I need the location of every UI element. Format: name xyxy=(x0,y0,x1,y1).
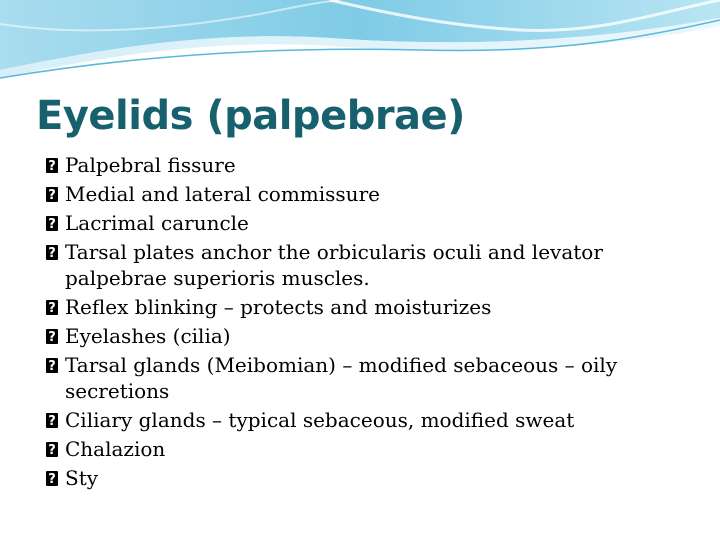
list-item xyxy=(46,323,686,349)
replacement-character-icon xyxy=(46,245,58,260)
list-item xyxy=(46,465,686,491)
replacement-character-icon xyxy=(46,216,58,231)
list-item xyxy=(46,181,686,207)
replacement-character-icon xyxy=(46,413,58,428)
bullet-text: Tarsal glands (Meibomian) – modified sebaceous – oily secretions xyxy=(65,353,618,403)
list-item xyxy=(46,436,686,462)
bullet-text: Medial and lateral commissure xyxy=(65,182,380,206)
bullet-list xyxy=(46,152,686,494)
bullet-text: Palpebral fissure xyxy=(65,153,236,177)
replacement-character-icon xyxy=(46,187,58,202)
replacement-character-icon xyxy=(46,442,58,457)
list-item xyxy=(46,210,686,236)
bullet-text: Tarsal plates anchor the orbicularis oculi and levator palpebrae superioris muscles. xyxy=(65,240,603,290)
bullet-text: Eyelashes (cilia) xyxy=(65,324,231,348)
replacement-character-icon xyxy=(46,358,58,373)
replacement-character-icon xyxy=(46,471,58,486)
list-item xyxy=(46,239,686,291)
bullet-text: Ciliary glands – typical sebaceous, modified sweat xyxy=(65,408,575,432)
replacement-character-icon xyxy=(46,158,58,173)
list-item xyxy=(46,294,686,320)
bullet-text: Chalazion xyxy=(65,437,166,461)
slide-title: Eyelids (palpebrae) xyxy=(36,93,465,139)
list-item xyxy=(46,352,686,404)
bullet-text: Reflex blinking – protects and moisturizes xyxy=(65,295,492,319)
bullet-text: Lacrimal caruncle xyxy=(65,211,249,235)
header-wave-decoration xyxy=(0,0,720,90)
list-item xyxy=(46,152,686,178)
replacement-character-icon xyxy=(46,329,58,344)
bullet-text: Sty xyxy=(65,466,99,490)
replacement-character-icon xyxy=(46,300,58,315)
list-item xyxy=(46,407,686,433)
